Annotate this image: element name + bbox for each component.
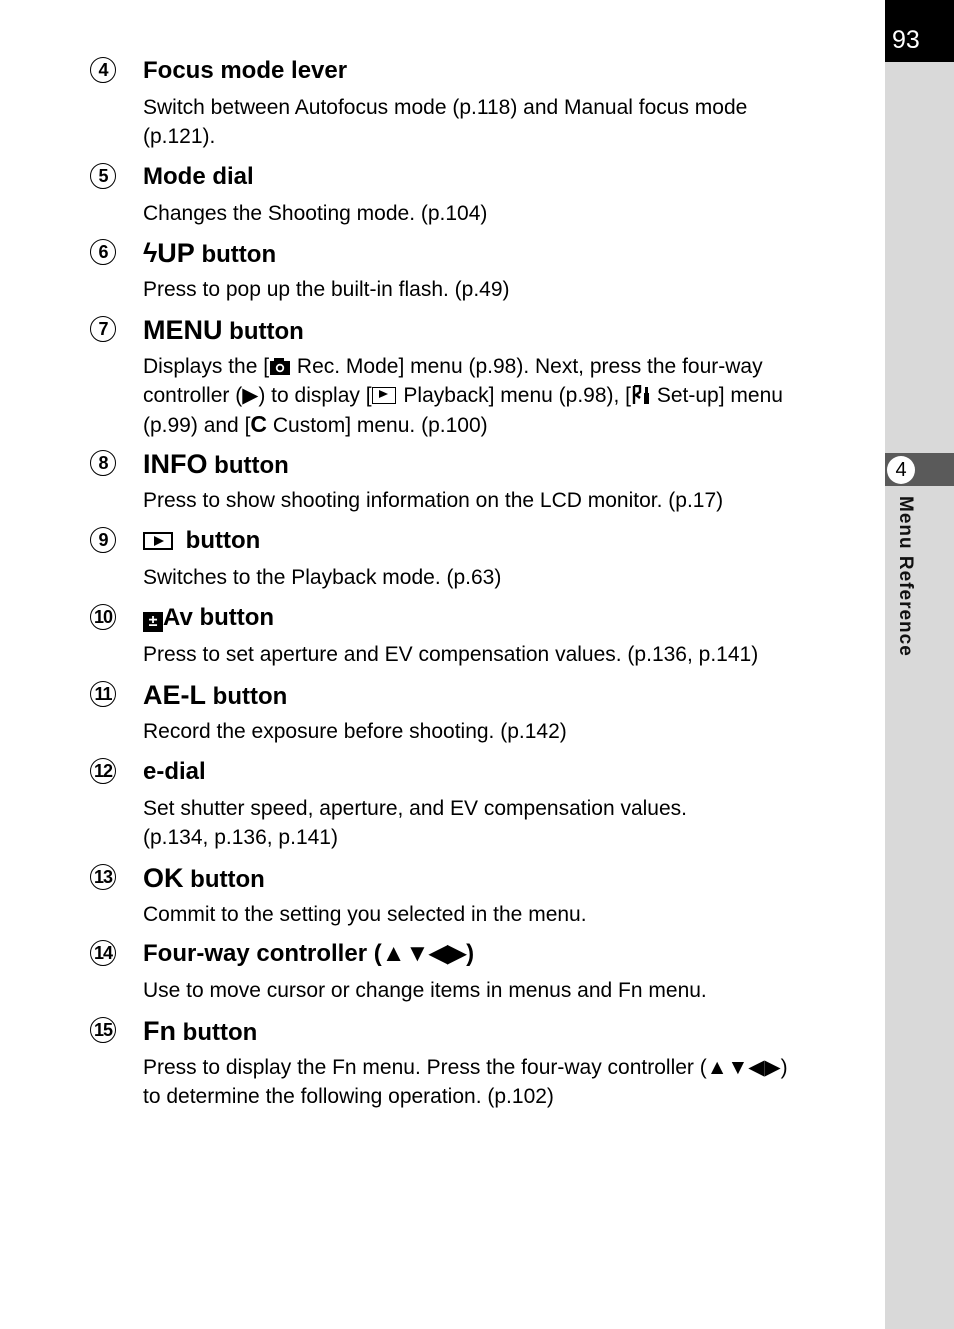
item-title: Mode dial [143,163,254,190]
item-description [143,794,873,852]
title-suffix: button [199,604,275,631]
chapter-number: 4 [887,456,915,484]
custom-icon: C [250,411,268,437]
item-title [143,863,265,895]
item-description [143,717,873,746]
item-description [143,563,873,592]
title-suffix: button [182,1019,258,1046]
item-title [143,526,260,556]
item-title: Focus mode lever [143,57,348,84]
av-keyword: Av [163,604,193,631]
wrench-icon [631,385,651,405]
item-number: 9 [90,527,116,553]
title-suffix: button [214,452,289,479]
item-description [143,486,873,515]
item-number: 14 [90,940,116,966]
item-title [143,680,287,712]
item-description [143,199,873,228]
desc-line: Set shutter speed, aperture, and EV compensation values. [143,797,688,820]
desc-line: Press to display the Fn menu. Press the four-way controller (▲▼◀▶) [143,1056,788,1079]
fn-keyword: Fn [143,1016,176,1046]
item-description [143,976,873,1005]
desc-line: Switch between Autofocus mode (p.118) and Manual focus mode [143,96,748,119]
desc-line: to determine the following operation. (p.102) [143,1085,554,1108]
item-number: 15 [90,1017,116,1043]
item-title [143,449,289,481]
item-description [143,640,873,669]
ev-compensation-icon: ± [143,612,163,632]
info-keyword: INFO [143,449,208,479]
desc-line: Switches to the Playback mode. (p.63) [143,566,502,589]
item-number: 6 [90,239,116,265]
item-title: Four-way controller (▲▼◀▶) [143,940,475,967]
item-number: 8 [90,450,116,476]
ael-keyword: AE-L [143,680,206,710]
item-description [143,352,873,440]
title-suffix: button [185,527,261,554]
item-title [143,238,276,270]
title-suffix: button [229,318,304,345]
desc-line: (p.121). [143,125,216,148]
sidebar-strip [885,0,954,1329]
chapter-label: Menu Reference [895,496,916,657]
page-number: 93 [892,26,920,54]
desc-line: Record the exposure before shooting. (p.142) [143,720,567,743]
desc-line: Press to pop up the built-in flash. (p.49) [143,278,510,301]
title-suffix: button [190,866,265,893]
item-title [143,315,304,347]
item-title [143,1016,257,1048]
item-number: 4 [90,57,116,83]
desc-line: Displays the [ Rec. Mode] menu (p.98). Next, press the four-way [143,355,763,378]
camera-icon [269,357,291,375]
desc-line: controller (▶) to display [ Playback] menu (p.98), [ Set-up] menu [143,384,783,407]
item-number: 10 [90,604,116,630]
item-number: 12 [90,758,116,784]
item-description [143,900,873,929]
ok-keyword: OK [143,863,184,893]
desc-line: (p.99) and [C Custom] menu. (p.100) [143,411,488,437]
item-description [143,1053,873,1111]
desc-line: Commit to the setting you selected in the menu. [143,903,587,926]
desc-line: (p.134, p.136, p.141) [143,826,338,849]
item-number: 13 [90,864,116,890]
right-arrow-icon: ▶ [242,384,259,407]
title-suffix: button [212,683,288,710]
title-suffix: button [201,241,277,268]
desc-line: Use to move cursor or change items in menus and Fn menu. [143,979,707,1002]
playback-icon [372,387,396,404]
menu-keyword: MENU [143,315,223,345]
item-title [143,603,274,633]
item-number: 11 [90,681,116,707]
item-number: 7 [90,316,116,342]
desc-line: Changes the Shooting mode. (p.104) [143,202,488,225]
playback-icon [143,532,173,550]
item-description [143,275,873,304]
item-description [143,93,873,151]
item-number: 5 [90,163,116,189]
desc-line: Press to set aperture and EV compensation values. (p.136, p.141) [143,643,759,666]
item-title: e-dial [143,758,206,785]
desc-line: Press to show shooting information on the LCD monitor. (p.17) [143,489,724,512]
flash-up-icon: ϟUP [143,238,195,268]
